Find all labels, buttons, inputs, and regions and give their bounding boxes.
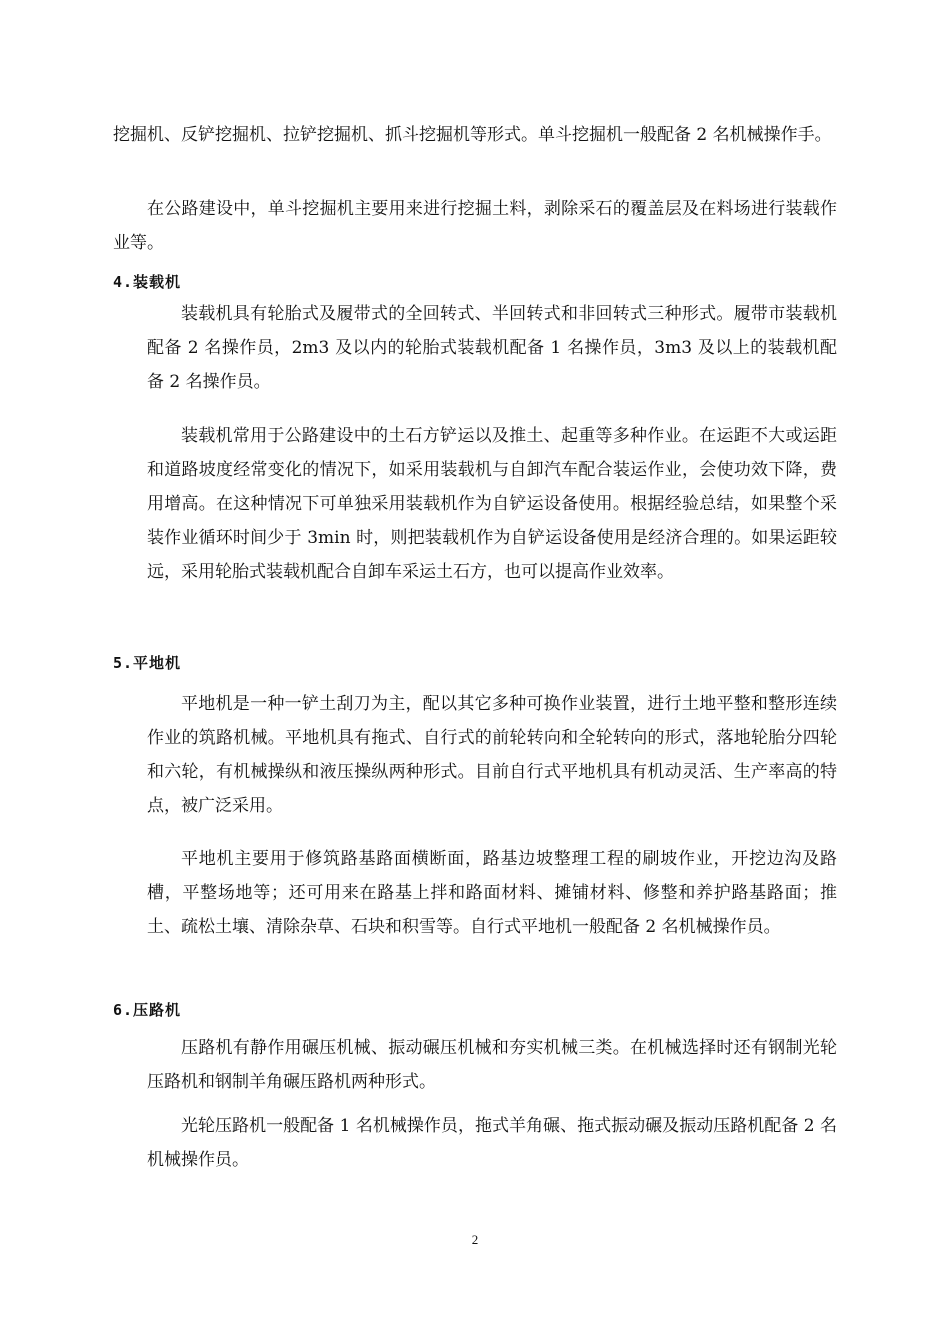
paragraph-excavator-usage: 在公路建设中，单斗挖掘机主要用来进行挖掘土料，剥除采石的覆盖层及在料场进行装载作业等。 xyxy=(113,199,837,253)
page-number: 2 xyxy=(471,1232,479,1247)
heading-loader: 4.装载机 xyxy=(113,273,182,291)
paragraph-grader-usage: 平地机主要用于修筑路基路面横断面，路基边坡整理工程的刷坡作业，开挖边沟及路槽，平整场地等；还可用来在路基上拌和路面材料、摊铺材料、修整和养护路基路面；推土、疏松土壤、清除杂草、石块和积雪等。自行式平地机一般配备 2 名机械操作员。 xyxy=(147,849,837,937)
paragraph-excavator-forms: 挖掘机、反铲挖掘机、拉铲挖掘机、抓斗挖掘机等形式。单斗挖掘机一般配备 2 名机械操作手。 xyxy=(113,125,832,145)
paragraph-roller-staffing: 光轮压路机一般配备 1 名机械操作员，拖式羊角碾、拖式振动碾及振动压路机配备 2 名机械操作员。 xyxy=(147,1116,837,1170)
heading-grader: 5.平地机 xyxy=(113,654,182,672)
paragraph-roller-types: 压路机有静作用碾压机械、振动碾压机械和夯实机械三类。在机械选择时还有钢制光轮压路机和钢制羊角碾压路机两种形式。 xyxy=(147,1038,837,1092)
heading-roller: 6.压路机 xyxy=(113,1001,182,1019)
paragraph-grader-forms: 平地机是一种一铲土刮刀为主，配以其它多种可换作业装置，进行土地平整和整形连续作业的筑路机械。平地机具有拖式、自行式的前轮转向和全轮转向的形式，落地轮胎分四轮和六轮，有机械操纵和液压操纵两种形式。目前自行式平地机具有机动灵活、生产率高的特点，被广泛采用。 xyxy=(147,694,837,816)
paragraph-loader-usage: 装载机常用于公路建设中的土石方铲运以及推土、起重等多种作业。在运距不大或运距和道路坡度经常变化的情况下，如采用装载机与自卸汽车配合装运作业，会使功效下降，费用增高。在这种情况下可单独采用装载机作为自铲运设备使用。根据经验总结，如果整个采装作业循环时间少于 3min 时，则把装载机作为自铲运设备使用是经济合理的。如果运距较远，采用轮胎式装载机配合自卸车采运土石方，也可以提高作业效率。 xyxy=(147,426,837,582)
paragraph-loader-forms: 装载机具有轮胎式及履带式的全回转式、半回转式和非回转式三种形式。履带市装载机配备 2 名操作员，2m3 及以内的轮胎式装载机配备 1 名操作员，3m3 及以上的装载机配备 2 名操作员。 xyxy=(147,304,837,392)
